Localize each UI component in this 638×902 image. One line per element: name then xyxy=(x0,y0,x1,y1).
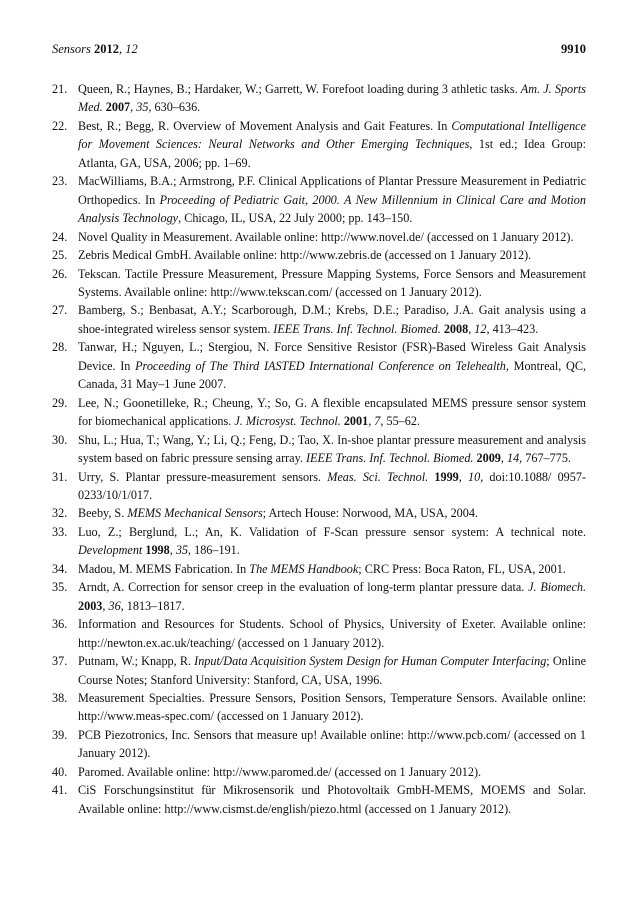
reference-text: Bamberg, S.; Benbasat, A.Y.; Scarborough, D.M.; Krebs, D.E.; Paradiso, J.A. Gait analysis using a shoe-integrated wireless sensor system. xyxy=(78,303,586,336)
reference-item xyxy=(52,301,586,338)
reference-text: 1999 xyxy=(434,469,459,484)
reference-number: 37. xyxy=(52,654,68,669)
reference-text: Madou, M. MEMS Fabrication. In xyxy=(78,561,250,576)
reference-text: Zebris Medical GmbH. Available online: http://www.zebris.de (accessed on 1 January 2012). xyxy=(78,248,532,263)
reference-number: 30. xyxy=(52,432,68,447)
reference-text: MEMS Mechanical Sensors xyxy=(127,506,263,521)
reference-number: 31. xyxy=(52,469,68,484)
reference-item xyxy=(52,172,586,227)
reference-text: Input/Data Acquisition System Design for Human Computer Interfacing xyxy=(194,654,547,669)
reference-item xyxy=(52,523,586,560)
reference-text: Best, R.; Begg, R. Overview of Movement Analysis and Gait Features. In xyxy=(78,118,452,133)
reference-item xyxy=(52,338,586,393)
reference-text: Shu, L.; Hua, T.; Wang, Y.; Li, Q.; Feng, D.; Tao, X. In-shoe plantar pressure measurement and analysis system based on fabric pressure sensing array. xyxy=(78,432,586,466)
reference-item xyxy=(52,80,586,117)
reference-text: , 413–423. xyxy=(486,321,539,336)
reference-text: 2009 xyxy=(476,451,501,466)
reference-number: 27. xyxy=(52,303,68,318)
reference-text: , xyxy=(130,100,137,115)
reference-text: , 767–775. xyxy=(519,451,571,466)
reference-text: CiS Forschungsinstitut für Mikrosensorik und Photovoltaik GmbH-MEMS, MOEMS and Solar. Available online: http://www.cismst.de/english/piezo.html (accessed on 1 January 2012). xyxy=(78,783,586,816)
reference-item xyxy=(52,578,586,615)
reference-number: 22. xyxy=(52,118,68,133)
reference-text: 36 xyxy=(108,598,121,613)
reference-text: , doi:10.1088/ 0957-0233/10/1/017. xyxy=(78,469,587,502)
reference-number: 26. xyxy=(52,266,68,281)
reference-text: 2003 xyxy=(78,598,103,613)
reference-text: Information and Resources for Students. School of Physics, University of Exeter. Available online: http://newton.ex.ac.uk/teaching/ (accessed on 1 January 2012). xyxy=(78,617,586,650)
reference-text: Luo, Z.; Berglund, L.; An, K. Validation of F-Scan pressure sensor system: A technical note. xyxy=(78,524,586,539)
reference-text: Computational Intelligence for Movement Sciences: Neural Networks and Other Emerging Techniques xyxy=(78,118,586,152)
reference-text: Lee, N.; Goonetilleke, R.; Cheung, Y.; So, G. A flexible encapsulated MEMS pressure sensor system for biomechanical applications. xyxy=(78,395,586,429)
reference-text: 35 xyxy=(175,543,188,558)
reference-number: 34. xyxy=(52,561,68,576)
reference-number: 21. xyxy=(52,82,68,96)
reference-text: Putnam, W.; Knapp, R. xyxy=(78,654,195,669)
journal-volume: 12 xyxy=(125,42,138,56)
reference-text: IEEE Trans. Inf. Technol. Biomed. xyxy=(273,321,441,336)
reference-text: Measurement Specialties. Pressure Sensors, Position Sensors, Temperature Sensors. Available online: http://www.meas-spec.com/ (accessed on 1 January 2012). xyxy=(78,690,586,724)
reference-item xyxy=(52,228,586,246)
reference-text: Development xyxy=(78,543,143,558)
reference-number: 40. xyxy=(52,764,68,779)
reference-text: 2008 xyxy=(443,321,469,336)
reference-item xyxy=(52,431,586,468)
reference-text: Proceeding of Pediatric Gait, 2000. A New Millennium in Clinical Care and Motion Analysis Technology xyxy=(78,192,586,226)
reference-item xyxy=(52,468,586,505)
reference-text: , 1st ed.; Idea Group: Atlanta, GA, USA, 2006; pp. 1–69. xyxy=(78,137,586,170)
reference-text: , xyxy=(468,321,475,336)
reference-text: MacWilliams, B.A.; Armstrong, P.F. Clinical Applications of Plantar Pressure Measurement in Pediatric Orthopedics. In xyxy=(78,174,586,207)
reference-number: 41. xyxy=(52,783,68,798)
reference-text: , Montreal, QC, Canada, 31 May–1 June 2007. xyxy=(78,358,587,392)
reference-number: 29. xyxy=(52,395,68,410)
reference-item xyxy=(52,560,586,578)
reference-text: ; Artech House: Norwood, MA, USA, 2004. xyxy=(262,506,479,521)
reference-number: 24. xyxy=(52,229,68,244)
reference-text: 2007 xyxy=(105,100,131,115)
reference-text: ; Online Course Notes; Stanford University: Stanford, CA, USA, 1996. xyxy=(78,654,586,687)
reference-item xyxy=(52,781,586,818)
reference-text: Tanwar, H.; Nguyen, L.; Stergiou, N. Force Sensitive Resistor (FSR)-Based Wireless Gait Analysis Device. In xyxy=(78,340,586,373)
reference-text: Paromed. Available online: http://www.paromed.de/ (accessed on 1 January 2012). xyxy=(78,764,482,779)
reference-text: 35 xyxy=(136,100,149,115)
reference-text: 10 xyxy=(468,469,481,484)
reference-text: , xyxy=(500,451,507,466)
reference-number: 39. xyxy=(52,727,68,742)
reference-text: Queen, R.; Haynes, B.; Hardaker, W.; Garrett, W. Forefoot loading during 3 athletic tasks. xyxy=(78,82,521,96)
reference-text: Arndt, A. Correction for sensor creep in the evaluation of long-term plantar pressure data. xyxy=(78,580,529,595)
reference-text: 2001 xyxy=(343,414,369,429)
reference-text: Urry, S. Plantar pressure-measurement sensors. xyxy=(78,469,328,484)
reference-text: Meas. Sci. Technol. xyxy=(327,469,429,484)
reference-text: The MEMS Handbook xyxy=(249,561,359,576)
reference-text: 7 xyxy=(374,414,381,429)
reference-item xyxy=(52,689,586,726)
reference-text: , xyxy=(102,598,109,613)
reference-item xyxy=(52,615,586,652)
reference-text: 14 xyxy=(506,451,520,466)
reference-text: , Chicago, IL, USA, 22 July 2000; pp. 143–150. xyxy=(178,211,413,226)
reference-item xyxy=(52,726,586,763)
reference-text: , xyxy=(368,414,375,429)
reference-item xyxy=(52,117,586,172)
journal-year: 2012 xyxy=(94,42,120,56)
reference-number: 35. xyxy=(52,580,68,595)
header-separator: , xyxy=(119,42,126,56)
reference-text: Am. J. Sports Med. xyxy=(78,82,586,115)
reference-item xyxy=(52,652,586,689)
journal-name: Sensors xyxy=(52,42,91,56)
reference-text: , 1813–1817. xyxy=(120,598,185,613)
reference-text: , 630–636. xyxy=(148,100,201,115)
reference-text: 1998 xyxy=(145,543,170,558)
reference-text: J. Microsyst. Technol. xyxy=(234,414,341,429)
reference-item xyxy=(52,265,586,302)
reference-list xyxy=(52,80,586,818)
reference-text: , 55–62. xyxy=(380,414,420,429)
reference-item xyxy=(52,394,586,431)
reference-text: ; CRC Press: Boca Raton, FL, USA, 2001. xyxy=(358,561,566,576)
reference-text: PCB Piezotronics, Inc. Sensors that measure up! Available online: http://www.pcb.com/ (accessed on 1 January 2012). xyxy=(78,727,586,761)
reference-number: 33. xyxy=(52,524,68,539)
reference-text: Beeby, S. xyxy=(78,506,128,521)
reference-number: 23. xyxy=(52,174,68,189)
reference-item xyxy=(52,504,586,522)
reference-text: Novel Quality in Measurement. Available online: http://www.novel.de/ (accessed on 1 January 2012). xyxy=(78,229,574,244)
reference-text: J. Biomech. xyxy=(528,580,586,595)
reference-text: , 186–191. xyxy=(188,543,240,558)
reference-number: 38. xyxy=(52,690,68,705)
reference-number: 25. xyxy=(52,248,68,263)
reference-text: , xyxy=(169,543,176,558)
reference-number: 28. xyxy=(52,340,68,355)
reference-text: 12 xyxy=(474,321,487,336)
reference-item xyxy=(52,246,586,264)
page-number: 9910 xyxy=(561,42,586,56)
reference-text: Proceeding of The Third IASTED International Conference on Telehealth xyxy=(135,358,506,373)
reference-number: 32. xyxy=(52,506,68,521)
reference-number: 36. xyxy=(52,617,68,632)
reference-text: Tekscan. Tactile Pressure Measurement, Pressure Mapping Systems, Force Sensors and Measurement Systems. Available online: http://www.tekscan.com/ (accessed on 1 January 2012). xyxy=(78,266,586,299)
reference-item xyxy=(52,763,586,781)
reference-text: IEEE Trans. Inf. Technol. Biomed. xyxy=(306,451,474,466)
page-header xyxy=(52,41,586,57)
reference-text: , xyxy=(458,469,468,484)
